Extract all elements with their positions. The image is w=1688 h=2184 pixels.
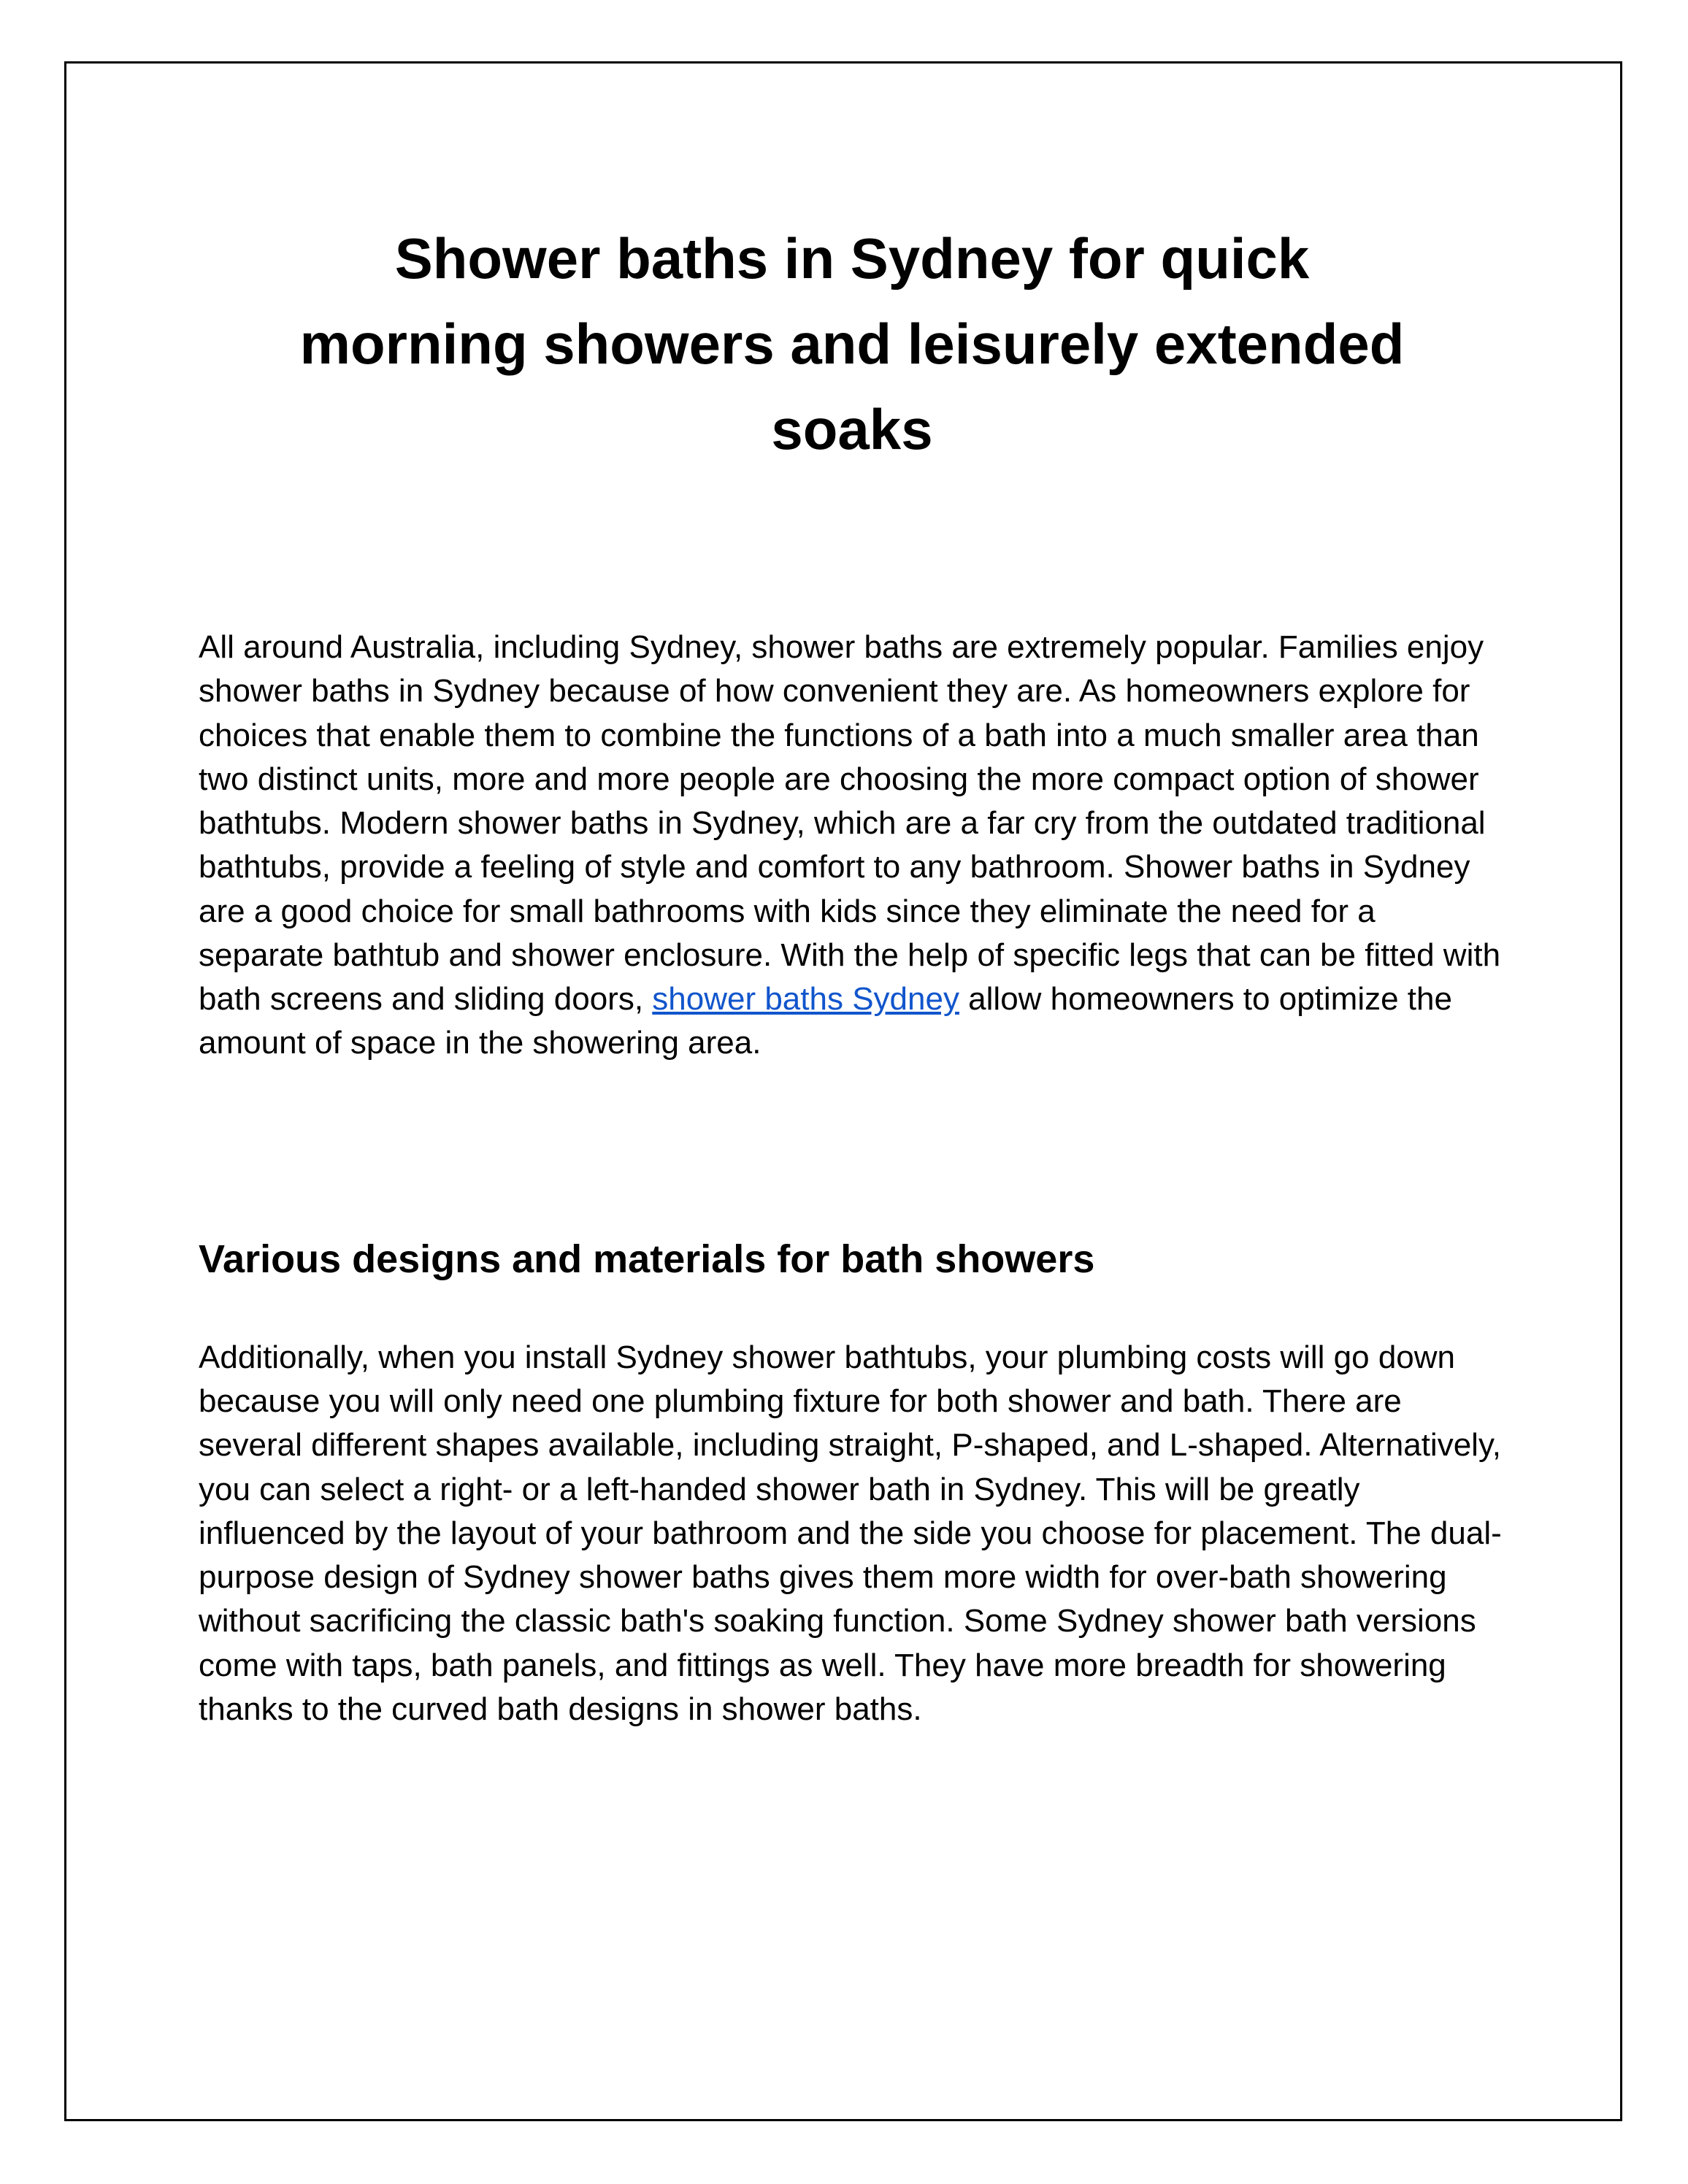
page-title: Shower baths in Sydney for quick morning showers and leisurely extended soaks <box>299 226 1405 461</box>
section-heading: Various designs and materials for bath showers <box>199 1237 1095 1281</box>
intro-text-after-link: allow homeowners to optimize the amount of space in the showering area. <box>199 981 1452 1061</box>
intro-paragraph <box>199 626 1505 1066</box>
shower-baths-sydney-link[interactable]: shower baths Sydney <box>652 981 959 1018</box>
intro-text-before-link: All around Australia, including Sydney, shower baths are extremely popular. Families enjoy shower baths in Sydney because of how convenient they are. As homeowners explore for choices that enable them to combine the functions of a bath into a much smaller area than two distinct units, more and more people are choosing the more compact option of shower bathtubs. Modern shower baths in Sydney, which are a far cry from the outdated traditional bathtubs, provide a feeling of style and comfort to any bathroom. Shower baths in Sydney are a good choice for small bathrooms with kids since they eliminate the need for a separate bathtub and shower enclosure. With the help of specific legs that can be fitted with bath screens and sliding doors, <box>199 629 1501 1018</box>
section-paragraph: Additionally, when you install Sydney shower bathtubs, your plumbing costs will go down because you will only need one plumbing fixture for both shower and bath. There are several different shapes available, including straight, P-shaped, and L-shaped. Alternatively, you can select a right- or a left-handed shower bath in Sydney. This will be greatly influenced by the layout of your bathroom and the side you choose for placement. The dual-purpose design of Sydney shower baths gives them more width for over-bath showering without sacrificing the classic bath's soaking function. Some Sydney shower bath versions come with taps, bath panels, and fittings as well. They have more breadth for showering thanks to the curved bath designs in shower baths. <box>199 1339 1502 1727</box>
document-content <box>199 0 1505 1731</box>
